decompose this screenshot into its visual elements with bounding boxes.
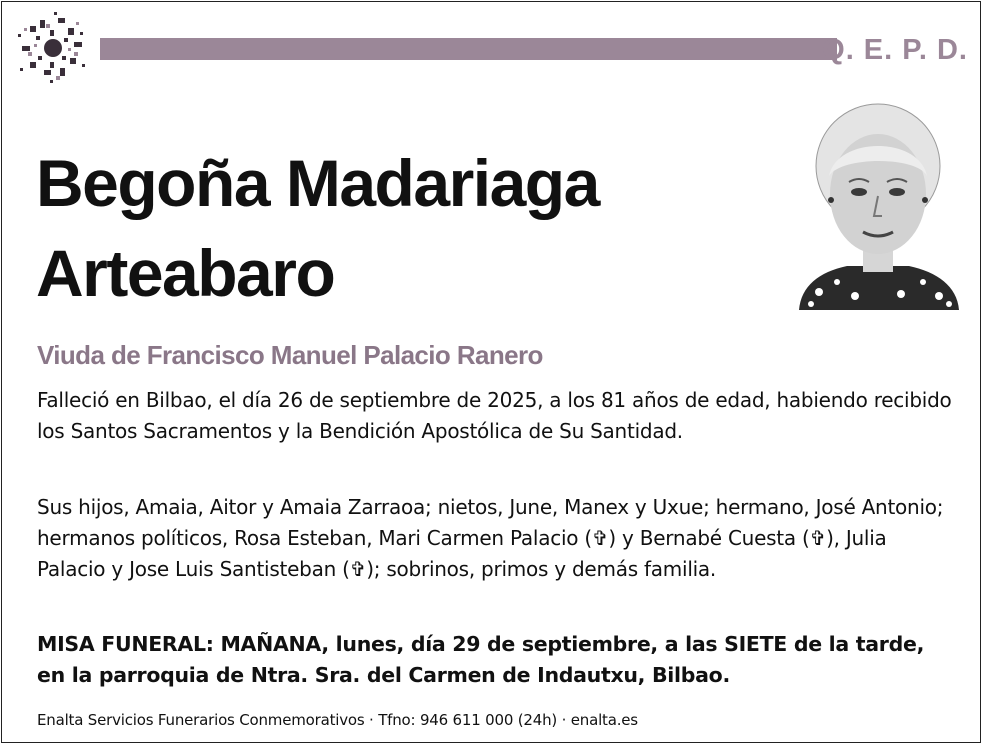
name-line-1: Begoña Madariaga (36, 146, 599, 220)
qepd-label: Q. E. P. D. (822, 34, 968, 66)
funeral-home-footer: Enalta Servicios Funerarios Conmemorativos · Tfno: 946 611 000 (24h) · enalta.es (37, 711, 638, 729)
family-paragraph: Sus hijos, Amaia, Aitor y Amaia Zarraoa; nietos, June, Manex y Uxue; hermano, José Antonio; hermanos políticos, Rosa Esteban, Mari Carmen Palacio (✞) y Bernabé Cuesta (✞), Julia Palacio y Jose Luis Santisteban (✞); sobrinos, primos y demás familia. (37, 495, 944, 581)
funeral-mass-paragraph: MISA FUNERAL: MAÑANA, lunes, día 29 de septiembre, a las SIETE de la tarde, en la parroquia de Ntra. Sra. del Carmen de Indautxu, Bilbao. (37, 632, 925, 687)
relation-subtitle: Viuda de Francisco Manuel Palacio Ranero (37, 340, 543, 370)
portrait-photo (789, 96, 967, 310)
name-line-2: Arteabaro (36, 236, 335, 310)
deceased-name (36, 138, 776, 318)
flower-emblem-icon (10, 8, 96, 88)
death-notice-paragraph: Falleció en Bilbao, el día 26 de septiembre de 2025, a los 81 años de edad, habiendo recibido los Santos Sacramentos y la Bendición Apostólica de Su Santidad. (37, 388, 952, 443)
header-bar (100, 38, 837, 60)
